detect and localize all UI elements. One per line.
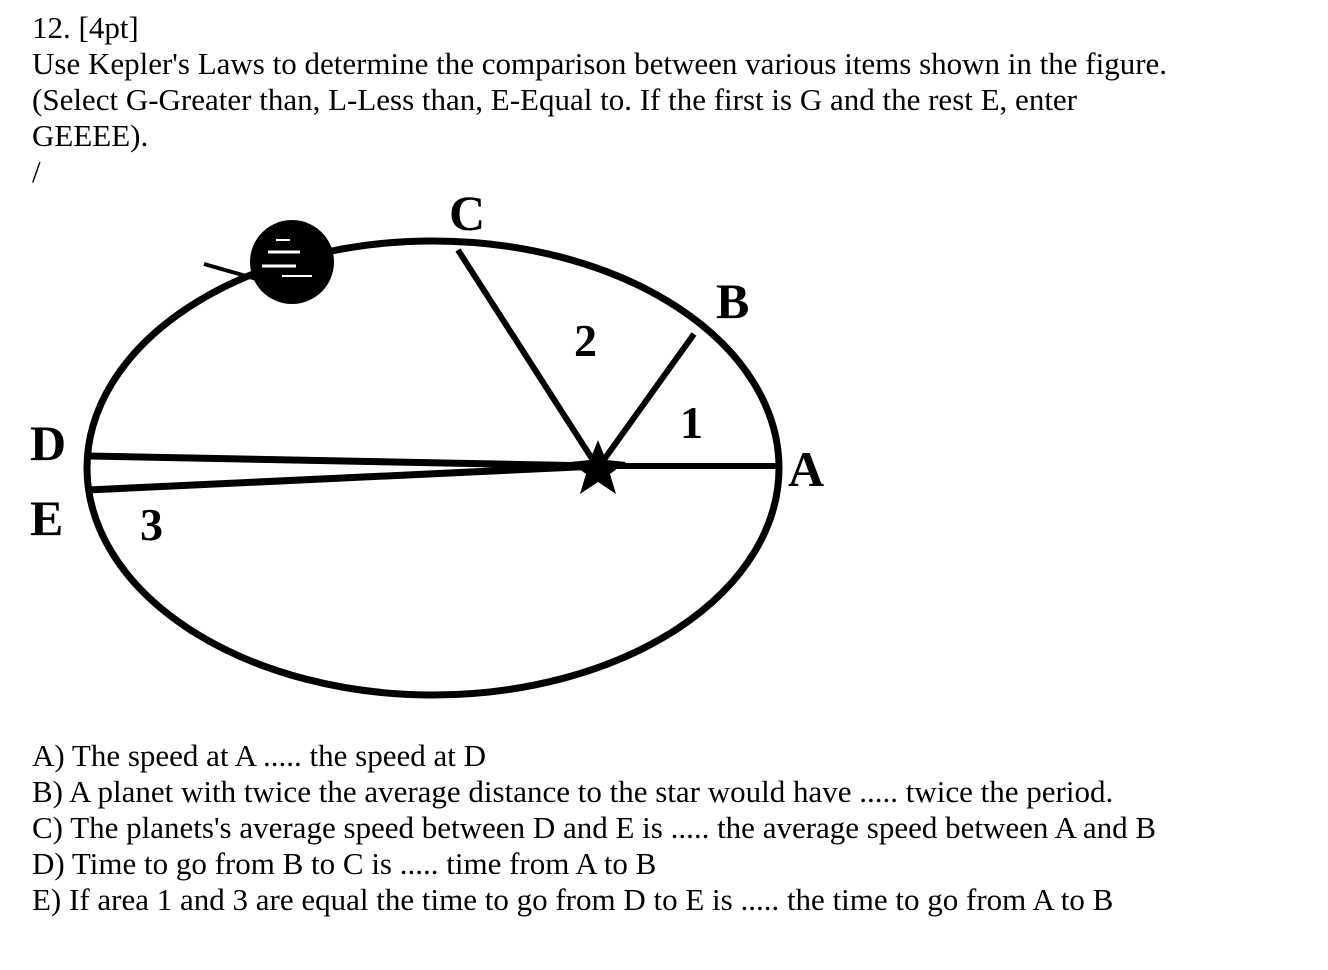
label-c: C <box>449 185 486 241</box>
question-e: E) If area 1 and 3 are equal the time to go from D to E is ..... the time to go from A to B <box>32 882 1114 917</box>
instructions-line-2: (Select G-Greater than, L-Less than, E-Equal to. If the first is G and the rest E, enter <box>32 82 1078 117</box>
question-c: C) The planets's average speed between D and E is ..... the average speed between A and B <box>32 810 1157 845</box>
instructions-line-1: Use Kepler's Laws to determine the comparison between various items shown in the figure. <box>32 46 1168 81</box>
area-label-2: 2 <box>574 315 597 366</box>
area-label-3: 3 <box>140 499 163 550</box>
instructions-line-3: GEEEE). <box>32 118 149 153</box>
star-icon <box>570 440 626 494</box>
area-label-1: 1 <box>680 397 703 448</box>
question-b: B) A planet with twice the average distance to the star would have ..... twice the period. <box>32 774 1114 809</box>
slash-mark: / <box>32 154 41 189</box>
planet-icon <box>204 220 334 304</box>
question-d: D) Time to go from B to C is ..... time from A to B <box>32 846 657 881</box>
problem-number: 12. [4pt] <box>32 10 139 45</box>
question-a: A) The speed at A ..... the speed at D <box>32 738 486 773</box>
label-e: E <box>30 490 64 546</box>
label-d: D <box>30 415 67 471</box>
radius-line-d <box>88 456 598 466</box>
question-list <box>32 738 1156 918</box>
radius-line-e <box>88 466 598 490</box>
label-a: A <box>788 441 825 497</box>
label-b: B <box>716 273 750 329</box>
